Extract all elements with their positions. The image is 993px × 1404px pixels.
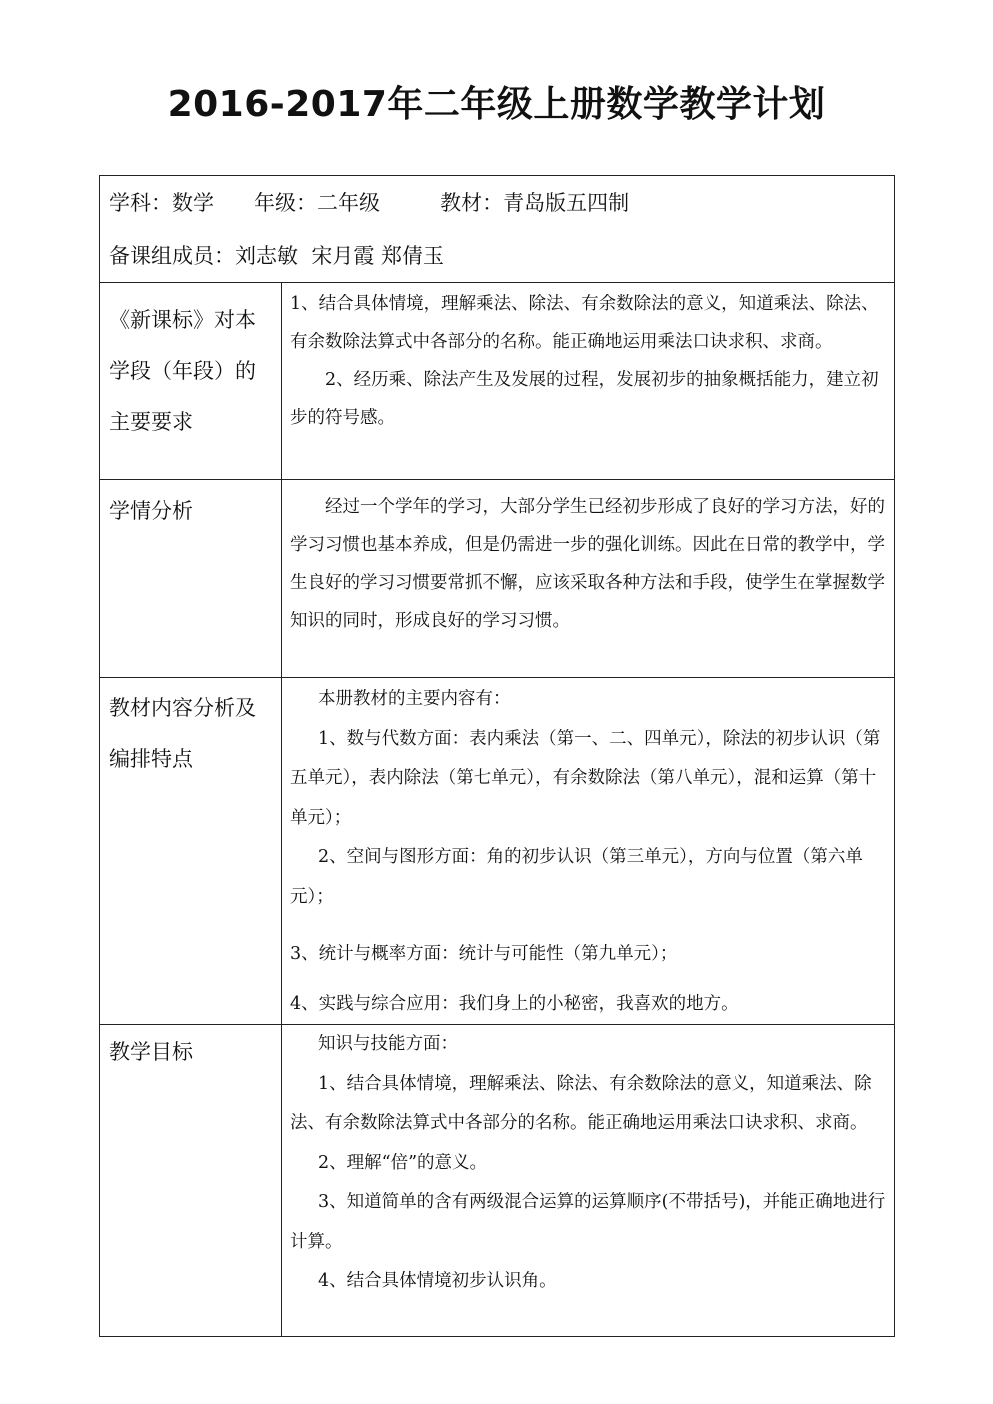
plan-table bbox=[99, 175, 895, 1337]
goals-item-2: 2、理解“倍”的意义。 bbox=[318, 1152, 488, 1173]
requirements-item-1: 1、结合具体情境，理解乘法、除法、有余数除法的意义，知道乘法、除法、有余数除法算式中各部分的名称。能正确地运用乘法口诀求积、求商。 bbox=[290, 294, 879, 352]
goals-item-3: 3、知道简单的含有两级混合运算的运算顺序(不带括号)，并能正确地进行计算。 bbox=[290, 1192, 886, 1252]
document-title: 2016-2017年二年级上册数学教学计划 bbox=[167, 84, 826, 125]
requirements-content-cell bbox=[282, 283, 895, 480]
goals-row bbox=[100, 1025, 895, 1337]
analysis-content-cell bbox=[282, 480, 895, 678]
analysis-label: 学情分析 bbox=[109, 499, 193, 523]
goals-label: 教学目标 bbox=[109, 1040, 193, 1064]
header-cell bbox=[100, 176, 895, 283]
content-label: 教材内容分析及编排特点 bbox=[109, 696, 256, 771]
content-intro: 本册教材的主要内容有： bbox=[318, 689, 511, 709]
analysis-row bbox=[100, 480, 895, 678]
goals-item-1: 1、结合具体情境，理解乘法、除法、有余数除法的意义，知道乘法、除法、有余数除法算式中各部分的名称。能正确地运用乘法口诀求积、求商。 bbox=[290, 1073, 872, 1133]
requirements-label: 《新课标》对本学段（年段）的主要要求 bbox=[109, 308, 256, 434]
content-item-3: 3、统计与概率方面：统计与可能性（第九单元）； bbox=[290, 944, 678, 964]
content-content-cell bbox=[282, 678, 895, 1025]
analysis-paragraph: 经过一个学年的学习，大部分学生已经初步形成了良好的学习方法，好的学习习惯也基本养成，但是仍需进一步的强化训练。因此在日常的教学中，学生良好的学习习惯要常抓不懈，应该采取各种方法和手段，使学生在掌握数学知识的同时，形成良好的学习习惯。 bbox=[290, 497, 885, 631]
requirements-label-cell bbox=[100, 283, 282, 480]
header-row bbox=[100, 176, 895, 283]
content-label-cell bbox=[100, 678, 282, 1025]
requirements-row bbox=[100, 283, 895, 480]
team-members-line: 备课组成员：刘志敏 宋月霞 郑倩玉 bbox=[109, 244, 445, 268]
goals-item-4: 4、结合具体情境初步认识角。 bbox=[318, 1271, 557, 1291]
goals-label-cell bbox=[100, 1025, 282, 1337]
content-row bbox=[100, 678, 895, 1025]
goals-intro: 知识与技能方面： bbox=[318, 1034, 458, 1054]
content-item-1: 1、数与代数方面：表内乘法（第一、二、四单元），除法的初步认识（第五单元），表内除法（第七单元），有余数除法（第八单元），混和运算（第十单元）； bbox=[290, 728, 881, 828]
content-item-2: 2、空间与图形方面：角的初步认识（第三单元），方向与位置（第六单元）； bbox=[290, 847, 863, 907]
content-item-4: 4、实践与综合应用：我们身上的小秘密，我喜欢的地方。 bbox=[290, 993, 739, 1014]
requirements-item-2: 2、经历乘、除法产生及发展的过程，发展初步的抽象概括能力，建立初步的符号感。 bbox=[290, 370, 879, 428]
goals-content-cell bbox=[282, 1025, 895, 1337]
analysis-label-cell bbox=[100, 480, 282, 678]
subject-grade-textbook-line: 学科：数学 年级：二年级 教材：青岛版五四制 bbox=[109, 191, 630, 215]
